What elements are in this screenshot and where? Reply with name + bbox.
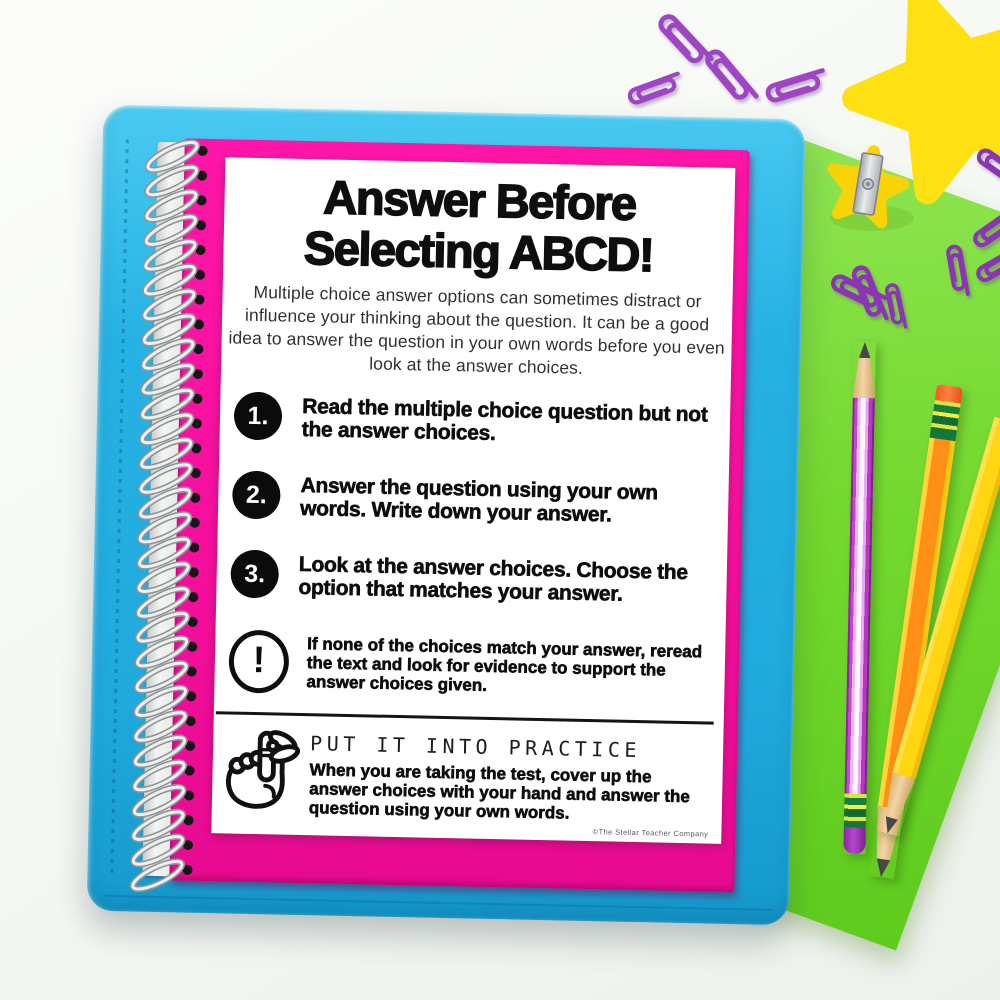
paper-clip-icon (976, 148, 1000, 189)
practice-body (309, 725, 713, 825)
steps-list (230, 392, 731, 639)
paper-clip-icon (766, 70, 827, 101)
step-number-badge: 3. (230, 550, 279, 599)
step-number-badge: 2. (232, 471, 281, 520)
title-line-2: Selecting ABCD! (303, 220, 654, 282)
reminder-hand-icon (220, 723, 304, 811)
step-text: Read the multiple choice question but not the answer choices. (301, 394, 708, 445)
paper-clip-icon (704, 49, 756, 106)
paper-clip-icon (658, 13, 712, 69)
paper-clips (628, 13, 827, 106)
title-line-1: Answer Before (322, 170, 637, 230)
section-divider (216, 711, 714, 724)
pencil-tip (868, 858, 896, 879)
binder-bottom-seam (103, 895, 773, 911)
pencil-tip (854, 342, 876, 358)
spiral-binding (121, 137, 221, 895)
warning-text: If none of the choices match your answer, reread the text and look for evidence to support the answer choices given. (306, 634, 703, 695)
worksheet-page (211, 157, 735, 844)
practice-text: When you are taking the test, cover up the answer choices with your hand and answer the question using your own words. (308, 760, 691, 823)
step-number-badge: 1. (234, 392, 283, 441)
exclamation-icon: ! (228, 629, 289, 693)
blue-binder (87, 105, 806, 926)
pencil-wood (853, 358, 876, 398)
practice-heading: PUT IT INTO PRACTICE (309, 731, 642, 763)
paper-clip-icon (628, 74, 682, 105)
step-text: Answer the question using your own words. Write down your answer. (299, 473, 659, 526)
practice-section (220, 723, 724, 825)
page-title (223, 169, 735, 282)
pencil-ferrule (930, 400, 961, 441)
pencil-ferrule (844, 794, 867, 828)
step-text: Look at the answer choices. Choose the option that matches your answer. (298, 552, 688, 606)
list-item (232, 471, 729, 529)
list-item (230, 550, 727, 608)
pencil-eraser (843, 828, 866, 854)
list-item (234, 392, 731, 450)
warning-note (228, 629, 725, 702)
copyright-credit: ©The Stellar Teacher Company (592, 827, 709, 839)
intro-paragraph: Multiple choice answer options can sometimes distract or influence your thinking about the question. It can be a good idea to answer the question in your own words before you even look at the answer choices. (228, 281, 725, 378)
